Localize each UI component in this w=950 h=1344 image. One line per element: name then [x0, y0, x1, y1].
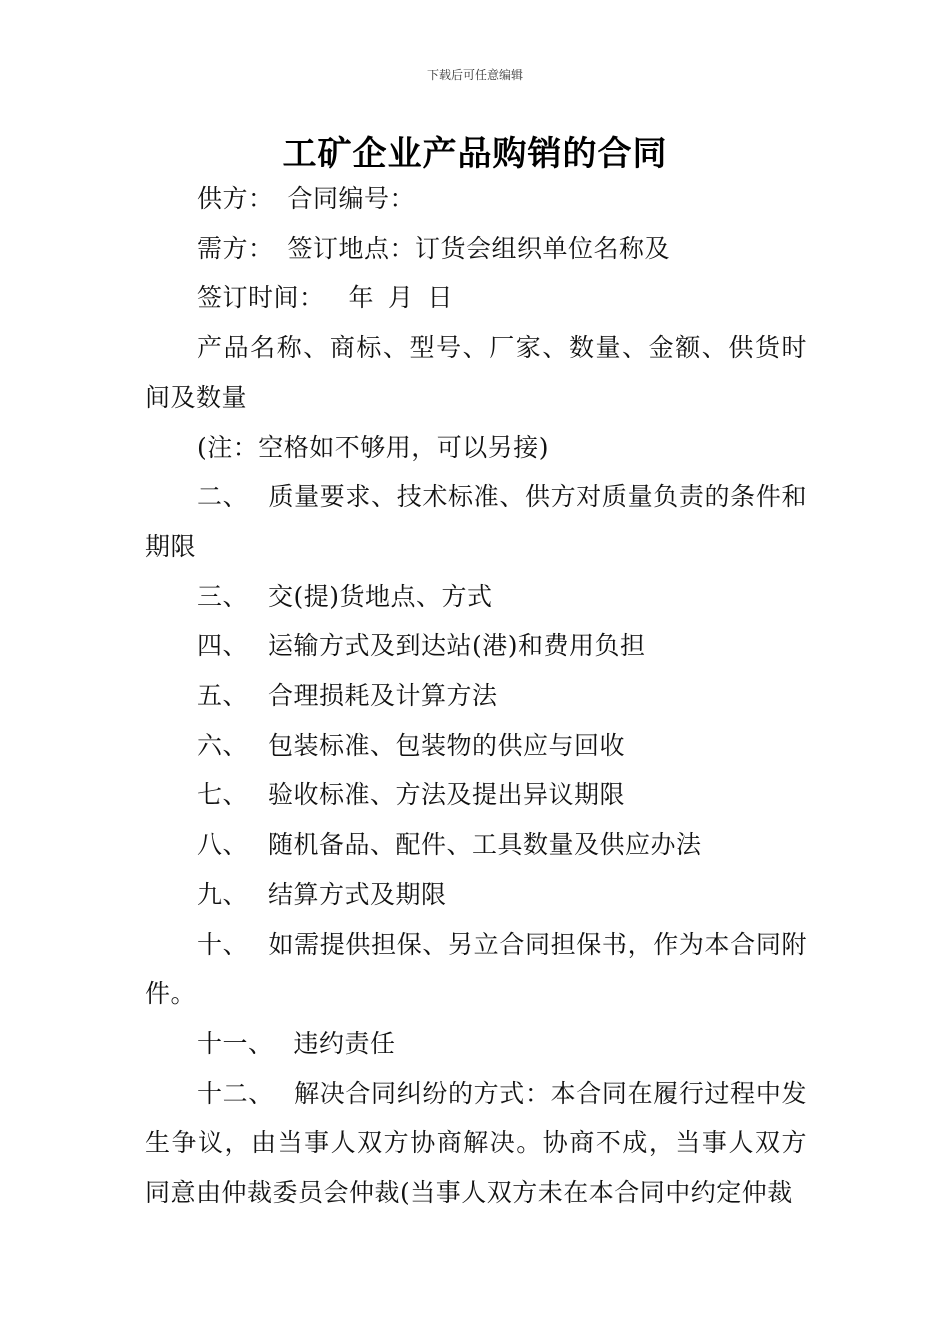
- clause-number: 五、: [197, 681, 249, 711]
- clause-3: [145, 572, 807, 622]
- clause-number: 二、: [197, 482, 249, 512]
- note-line: (注：空格如不够用，可以另接): [197, 432, 550, 462]
- sign-place-label: 签订地点：订货会组织单位名称及: [287, 233, 671, 263]
- clause-number: 四、: [197, 631, 249, 661]
- clause-8: [145, 820, 807, 870]
- clause-10: [145, 920, 807, 1019]
- clause-number: 十、: [197, 929, 249, 959]
- clause-number: 八、: [197, 830, 249, 860]
- clause-number: 九、: [197, 879, 249, 909]
- clause-number: 六、: [197, 730, 249, 760]
- buyer-line: [145, 224, 807, 274]
- product-line: 产品名称、商标、型号、厂家、数量、金额、供货时间及数量: [145, 333, 807, 412]
- clause-9: [145, 870, 807, 920]
- clause-text: 合理损耗及计算方法: [268, 681, 498, 711]
- clause-number: 七、: [197, 780, 249, 810]
- clause-text: 交(提)货地点、方式: [268, 581, 493, 611]
- buyer-label: 需方：: [197, 233, 274, 263]
- clause-4: [145, 621, 807, 671]
- sign-time-line: [145, 273, 807, 323]
- sign-time-label: 签订时间：: [197, 283, 325, 313]
- clause-text: 运输方式及到达站(港)和费用负担: [268, 631, 646, 661]
- document-body: [145, 174, 807, 1218]
- clause-text: 包装标准、包装物的供应与回收: [268, 730, 626, 760]
- clause-12: [145, 1069, 807, 1218]
- page-header-note: 下载后可任意编辑: [426, 68, 523, 82]
- clause-text: 如需提供担保、另立合同担保书，作为本合同附件。: [145, 929, 807, 1009]
- supplier-label: 供方：: [197, 184, 274, 213]
- contract-number-label: 合同编号：: [287, 184, 416, 213]
- clause-text: 随机备品、配件、工具数量及供应办法: [268, 830, 702, 860]
- month-label: 月: [388, 283, 414, 313]
- document-title: 工矿企业产品购销的合同: [282, 134, 668, 174]
- clause-number: 三、: [197, 581, 249, 611]
- clause-text: 违约责任: [293, 1028, 396, 1058]
- clause-text: 解决合同纠纷的方式：本合同在履行过程中发生争议，由当事人双方协商解决。协商不成，当事人双方同意由仲裁委员会仲裁(当事人双方未在本合同中约定仲裁: [145, 1078, 807, 1208]
- clause-11: [145, 1019, 807, 1069]
- clause-7: [145, 770, 807, 820]
- clause-5: [145, 671, 807, 721]
- year-label: 年: [348, 283, 375, 313]
- clause-6: [145, 721, 807, 771]
- clause-text: 质量要求、技术标准、供方对质量负责的条件和期限: [145, 482, 807, 561]
- clause-text: 结算方式及期限: [268, 879, 447, 909]
- clause-number: 十二、: [197, 1078, 274, 1108]
- day-label: 日: [427, 283, 454, 313]
- clause-number: 十一、: [197, 1028, 274, 1058]
- clause-text: 验收标准、方法及提出异议期限: [268, 780, 626, 810]
- supplier-line: [145, 174, 807, 224]
- clause-2: [145, 472, 807, 571]
